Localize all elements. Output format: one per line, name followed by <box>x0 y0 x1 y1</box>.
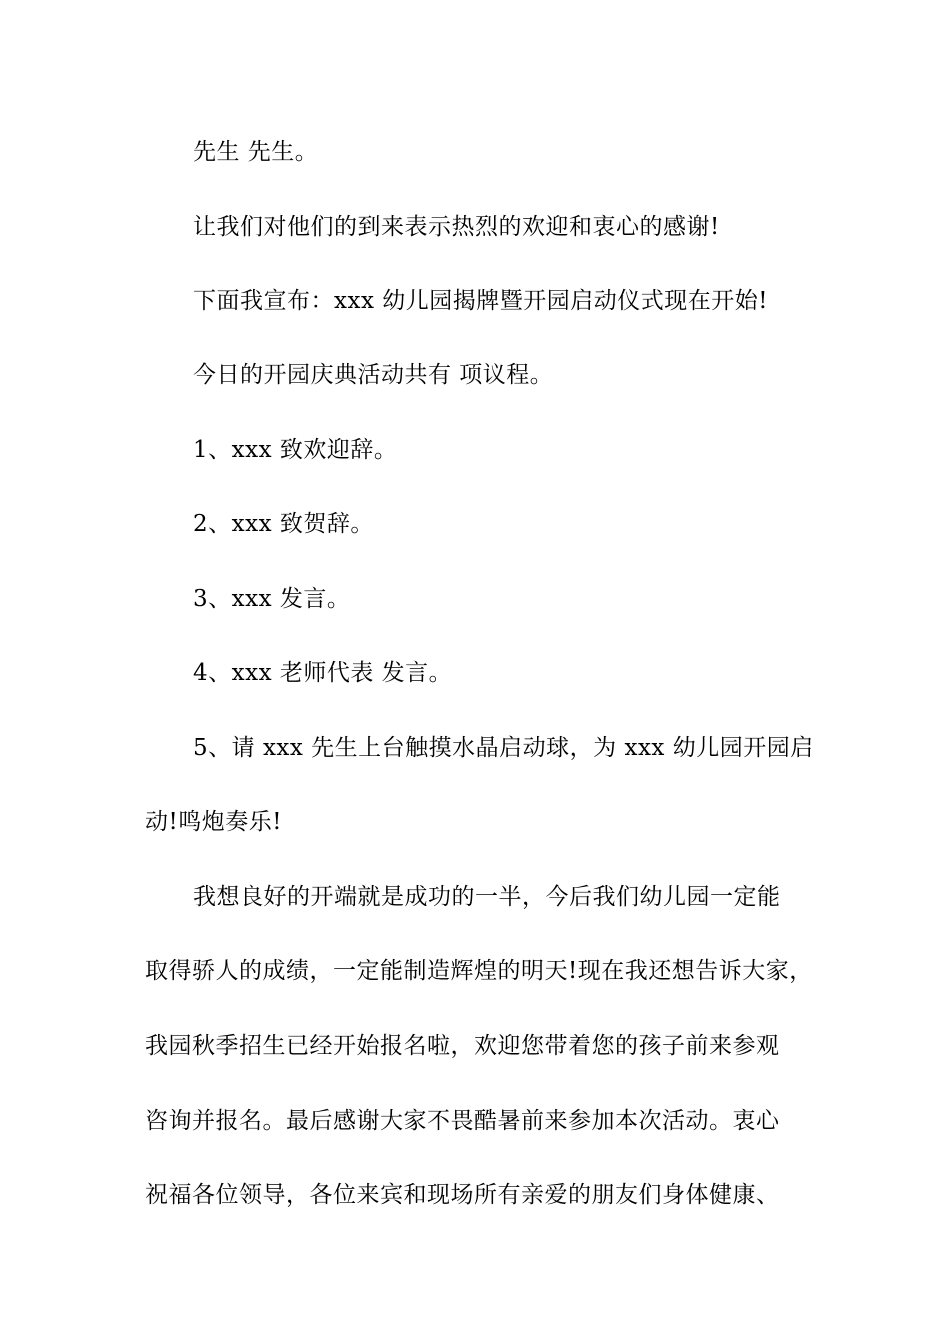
text-line: 5、请 xxx 先生上台触摸水晶启动球，为 xxx 幼儿园开园启 <box>193 735 814 761</box>
text-line: 我想良好的开端就是成功的一半，今后我们幼儿园一定能 <box>193 884 781 910</box>
text-line: 4、xxx 老师代表 发言。 <box>193 660 453 686</box>
text-line: 取得骄人的成绩，一定能制造辉煌的明天!现在我还想告诉大家， <box>145 958 813 984</box>
text-line: 2、xxx 致贺辞。 <box>193 511 374 537</box>
text-line: 让我们对他们的到来表示热烈的欢迎和衷心的感谢! <box>193 214 720 240</box>
text-line: 先生 先生。 <box>193 139 319 165</box>
text-line: 今日的开园庆典活动共有 项议程。 <box>193 362 554 388</box>
text-line: 3、xxx 发言。 <box>193 586 351 612</box>
text-line: 1、xxx 致欢迎辞。 <box>193 437 398 463</box>
text-line: 动!鸣炮奏乐! <box>145 809 282 835</box>
text-line: 咨询并报名。最后感谢大家不畏酷暑前来参加本次活动。衷心 <box>145 1108 780 1134</box>
text-line: 我园秋季招生已经开始报名啦，欢迎您带着您的孩子前来参观 <box>145 1033 780 1059</box>
text-line: 下面我宣布：xxx 幼儿园揭牌暨开园启动仪式现在开始! <box>193 288 768 314</box>
text-line: 祝福各位领导，各位来宾和现场所有亲爱的朋友们身体健康、 <box>145 1182 780 1208</box>
